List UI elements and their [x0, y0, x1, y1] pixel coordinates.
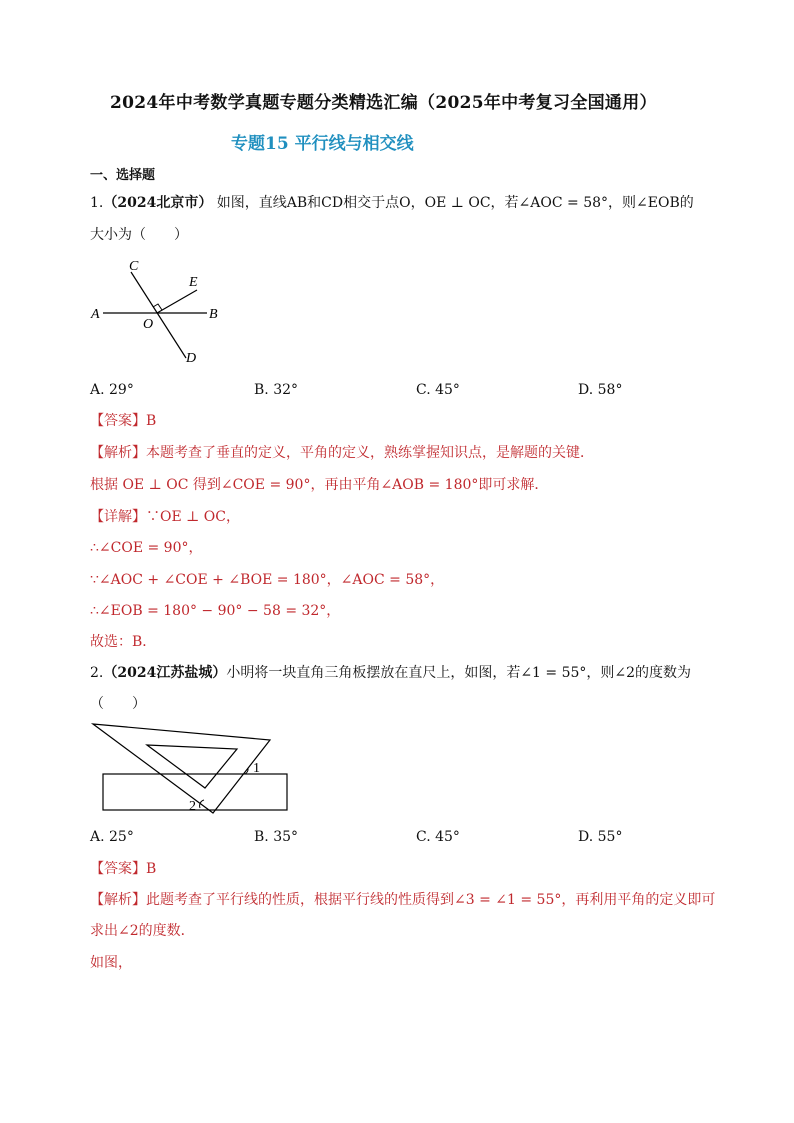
label-a: A [91, 307, 100, 322]
q1-method: 根据 OE ⊥ OC 得到∠COE = 90°，再由平角∠AOB = 180°即可求解． [90, 477, 549, 493]
q2-source: （2024江苏盐城） [103, 665, 227, 681]
label-b: B [209, 307, 218, 322]
q2-answer [90, 859, 156, 879]
q1-analysis-text: 本题考查了垂直的定义，平角的定义，熟练掌握知识点，是解题的关键． [146, 445, 594, 461]
q1-detail-line: ∵∠AOC + ∠COE + ∠BOE = 180°，∠AOC = 58°， [90, 572, 445, 588]
q2-option-a: A. 25° [90, 829, 134, 845]
q1-stem-line2: 大小为（ ） [90, 227, 188, 243]
topic-title: 专题15 平行线与相交线 [231, 134, 414, 154]
q2-stem-line1: 小明将一块直角三角板摆放在直尺上，如图，若∠1 = 55°，则∠2的度数为 [226, 665, 692, 681]
q2-analysis [90, 890, 715, 910]
triangle-outer [93, 724, 270, 813]
q1-option-c: C. 45° [416, 382, 460, 398]
label-o: O [143, 317, 154, 332]
q2-analysis-line1: 此题考查了平行线的性质，根据平行线的性质得到∠3 = ∠1 = 55°，再利用平角的定义即可 [146, 892, 716, 908]
q1-detail-line: ∴∠COE = 90°， [90, 540, 203, 556]
document-title: 2024年中考数学真题专题分类精选汇编（2025年中考复习全国通用） [110, 93, 657, 113]
q1-answer [90, 411, 156, 431]
q2-option-b: B. 35° [254, 829, 299, 845]
q2-stem [90, 663, 691, 683]
q1-detail-line: ∴∠EOB = 180° − 90° − 58 = 32°， [90, 603, 341, 619]
q2-analysis-line2: 求出∠2的度数． [90, 923, 195, 939]
q1-detail [90, 507, 240, 527]
q2-stem-line2: （ ） [90, 696, 146, 712]
q1-option-a: A. 29° [90, 382, 134, 398]
q1-answer-tag: 【答案】 [90, 413, 146, 429]
line-cd [131, 272, 186, 358]
q2-analysis-tag: 【解析】 [90, 892, 146, 908]
q1-detail-tag: 【详解】 [90, 509, 146, 525]
q1-option-d: D. 58° [578, 382, 623, 398]
q1-stem-line1: 如图，直线AB和CD相交于点O，OE ⊥ OC，若∠AOC = 58°，则∠EOB的 [212, 195, 694, 211]
ray-oe [157, 290, 197, 313]
label-angle-2: 2 [189, 799, 196, 814]
q1-detail-line: 故选：B． [90, 634, 157, 650]
label-e: E [189, 275, 198, 290]
q1-figure [85, 252, 235, 367]
q2-option-c: C. 45° [416, 829, 460, 845]
section-heading: 一、选择题 [90, 168, 156, 183]
q2-number: 2. [90, 665, 104, 681]
q2-answer-value: B [146, 861, 157, 877]
q1-analysis-tag: 【解析】 [90, 445, 146, 461]
q1-option-b: B. 32° [254, 382, 299, 398]
label-d: D [186, 351, 197, 366]
q2-answer-tag: 【答案】 [90, 861, 146, 877]
q1-detail-first: ∵OE ⊥ OC， [146, 509, 240, 525]
q2-figure [85, 718, 300, 818]
triangle-inner [147, 745, 237, 788]
q1-stem [90, 193, 694, 213]
q1-source: （2024北京市） [103, 195, 213, 211]
q1-analysis [90, 443, 594, 463]
q1-answer-value: B [146, 413, 157, 429]
label-angle-1: 1 [253, 761, 260, 776]
label-c: C [129, 259, 139, 274]
q2-tail: 如图， [90, 955, 132, 971]
q1-number: 1. [90, 195, 104, 211]
q2-option-d: D. 55° [578, 829, 623, 845]
